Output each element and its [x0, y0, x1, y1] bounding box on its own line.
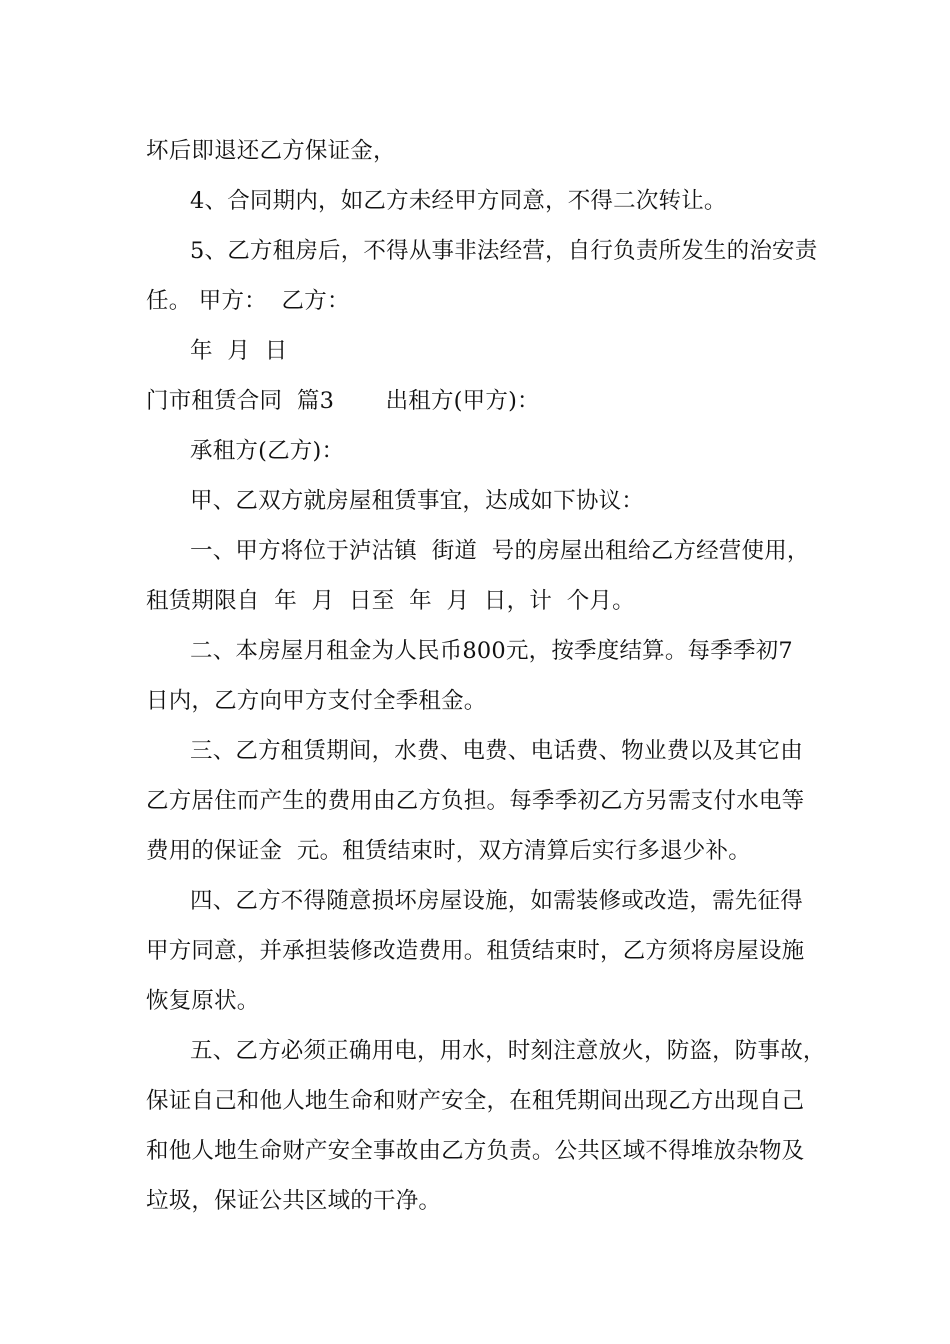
- article-1-line-2: 租赁期限自 年 月 日至 年 月 日，计 个月。: [146, 588, 635, 614]
- article-1-line-1: 一、甲方将位于泸沽镇 街道 号的房屋出租给乙方经营使用，: [190, 538, 810, 564]
- clause-4: 4、合同期内，如乙方未经甲方同意，不得二次转让。: [190, 188, 727, 214]
- article-5-line-2: 保证自己和他人地生命和财产安全，在租凭期间出现乙方出现自己: [146, 1088, 805, 1114]
- article-2-line-1: 二、本房屋月租金为人民币800元，按季度结算。每季季初7: [190, 638, 793, 664]
- section-title: 门市租赁合同 篇3 出租方(甲方)：: [146, 388, 540, 414]
- article-4-line-3: 恢复原状。: [146, 988, 260, 1014]
- article-4-line-1: 四、乙方不得随意损坏房屋设施，如需装修或改造，需先征得: [190, 888, 803, 914]
- agreement-intro: 甲、乙双方就房屋租赁事宜，达成如下协议：: [190, 488, 645, 514]
- date-line: 年 月 日: [190, 338, 288, 364]
- text-line-1: 坏后即退还乙方保证金，: [146, 138, 396, 164]
- article-3-line-2: 乙方居住而产生的费用由乙方负担。每季季初乙方另需支付水电等: [146, 788, 805, 814]
- article-5-line-1: 五、乙方必须正确用电，用水，时刻注意放火，防盗，防事故，: [190, 1038, 826, 1064]
- article-3-line-1: 三、乙方租赁期间，水费、电费、电话费、物业费以及其它由: [190, 738, 803, 764]
- article-5-line-4: 垃圾，保证公共区域的干净。: [146, 1188, 442, 1214]
- article-5-line-3: 和他人地生命财产安全事故由乙方负责。公共区域不得堆放杂物及: [146, 1138, 805, 1164]
- article-2-line-2: 日内，乙方向甲方支付全季租金。: [146, 688, 487, 714]
- signature-line: 任。 甲方： 乙方：: [146, 288, 350, 314]
- article-4-line-2: 甲方同意，并承担装修改造费用。租赁结束时，乙方须将房屋设施: [146, 938, 805, 964]
- clause-5: 5、乙方租房后，不得从事非法经营，自行负责所发生的治安责: [190, 238, 818, 264]
- article-3-line-3: 费用的保证金 元。租赁结束时，双方清算后实行多退少补。: [146, 838, 751, 864]
- lessee-line: 承租方(乙方)：: [190, 438, 345, 464]
